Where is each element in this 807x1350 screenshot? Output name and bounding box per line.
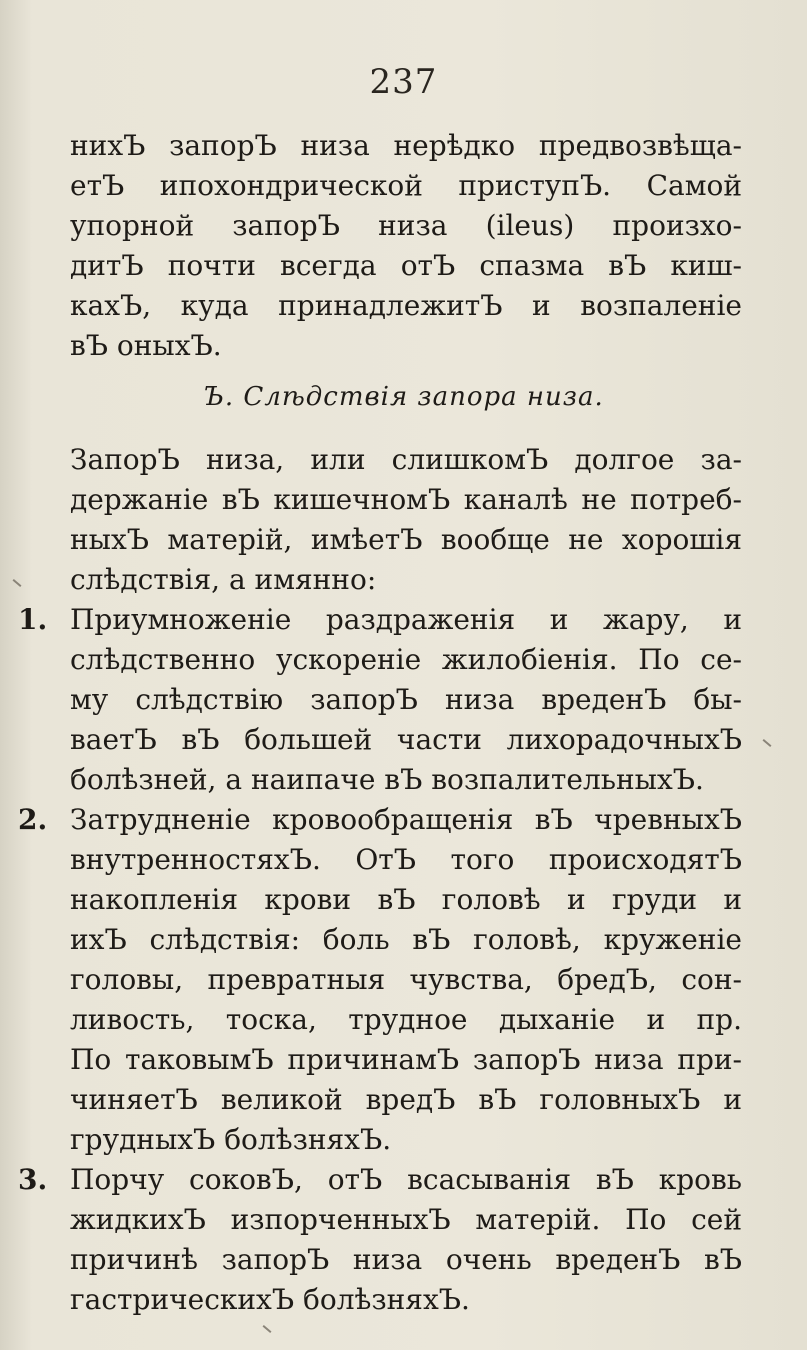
list-item-line: гастрическихЪ болѣзняхЪ. [70,1283,470,1316]
text-line: нихЪ запорЪ низа нерѣдко предвозвѣща- [70,129,742,162]
ink-speck [13,579,22,587]
list-number: 3. [18,1163,48,1196]
text-line: вЪ оныхЪ. [70,329,222,362]
text-line: упорной запорЪ низа (ileus) произхо- [70,209,742,242]
list-item-line: му слѣдствію запорЪ низа вреденЪ бы- [70,683,742,716]
list-item-line: грудныхЪ болѣзняхЪ. [70,1123,392,1156]
text-line: кахЪ, куда принадлежитЪ и возпаленіе [70,289,742,322]
list-item-line: ихЪ слѣдствія: боль вЪ головѣ, круженіе [70,923,742,956]
list-item-line: болѣзней, а наипаче вЪ возпалительныхЪ. [70,763,704,796]
list-item-line: внутренностяхЪ. ОтЪ того происходятЪ [70,843,742,876]
text-line: дитЪ почти всегда отЪ спазма вЪ киш- [70,249,742,282]
list-item-line: чиняетЪ великой вредЪ вЪ головныхЪ и [70,1083,742,1116]
list-number: 2. [18,803,48,836]
text-line: ныхЪ матерій, имѣетЪ вообще не хорошія [70,523,742,556]
ink-speck [263,1325,272,1333]
section-heading: Ъ. Слѣдствія запора низа. [203,382,604,412]
list-item-line: ваетЪ вЪ большей части лихорадочныхЪ [70,723,742,756]
list-item-line: Затрудненіе кровообращенія вЪ чревныхЪ [70,803,742,836]
list-item-line: Приумноженіе раздраженія и жару, и [70,603,742,636]
text-line: ЗапорЪ низа, или слишкомЪ долгое за- [70,443,742,476]
list-item-line: слѣдственно ускореніе жилобіенія. По се- [70,643,742,676]
list-item-line: накопленія крови вЪ головѣ и груди и [70,883,742,916]
list-item-line: ливость, тоска, трудное дыханіе и пр. [70,1003,742,1036]
list-item-line: жидкихЪ изпорченныхЪ матерій. По сей [70,1203,742,1236]
list-item-line: головы, превратныя чувства, бредЪ, сон- [70,963,742,996]
page-number: 237 [369,62,438,102]
list-item-line: По таковымЪ причинамЪ запорЪ низа при- [70,1043,742,1076]
list-item-line: причинѣ запорЪ низа очень вреденЪ вЪ [70,1243,742,1276]
list-item-line: Порчу соковЪ, отЪ всасыванія вЪ кровь [70,1163,742,1196]
text-line: слѣдствія, а имянно: [70,563,377,596]
text-line: держаніе вЪ кишечномЪ каналѣ не потреб- [70,483,742,516]
ink-speck [763,739,772,747]
text-line: етЪ ипохондрической приступЪ. Самой [70,169,742,202]
list-number: 1. [18,603,48,636]
